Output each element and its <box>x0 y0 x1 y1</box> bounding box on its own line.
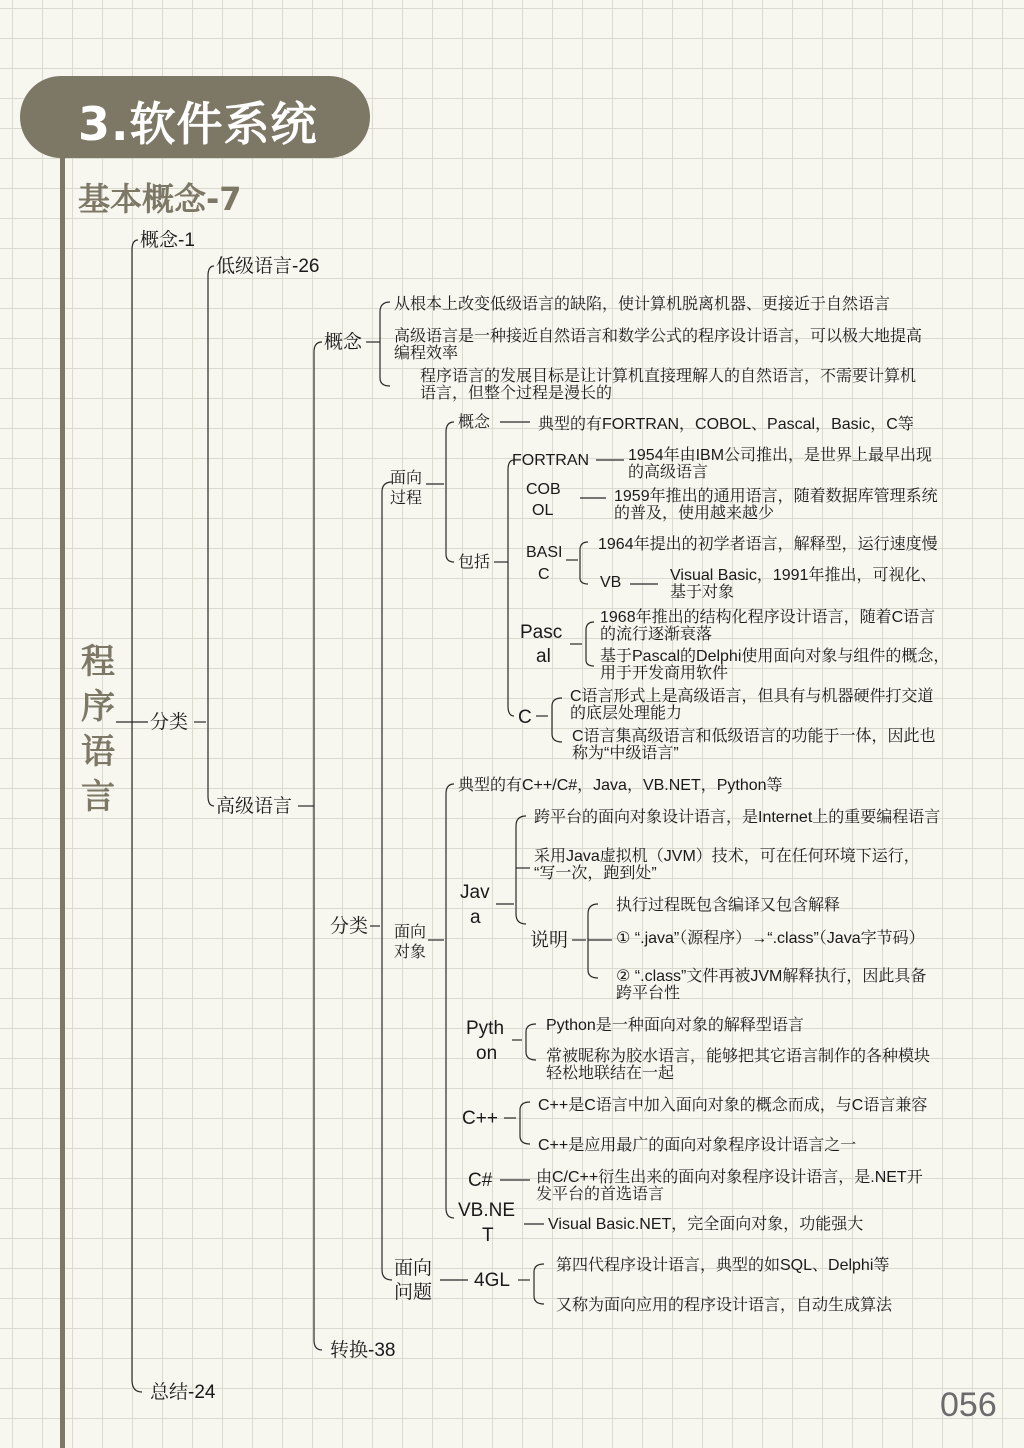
node-pascal: Pasc <box>520 622 563 643</box>
oo-typical-text: 典型的有C++/C#，Java，VB.NET，Python等 <box>458 777 783 794</box>
java-text: 跨平台的面向对象设计语言，是Internet上的重要编程语言 <box>534 809 941 826</box>
java-text-cont: “写一次，跑到处” <box>534 865 657 882</box>
python-text: Python是一种面向对象的解释型语言 <box>546 1017 804 1034</box>
node-cpp: C++ <box>462 1108 498 1129</box>
c-text: C语言形式上是高级语言，但具有与机器硬件打交道 <box>570 688 934 705</box>
node-concept-1: 概念-1 <box>140 230 195 251</box>
c-text-cont: 的底层处理能力 <box>570 705 683 722</box>
pascal-text: 1968年推出的结构化程序设计语言，随着C语言 <box>600 609 936 626</box>
node-pascal-cont: al <box>536 646 551 667</box>
node-basic: BASI <box>526 544 563 561</box>
node-conversion: 转换-38 <box>330 1340 396 1361</box>
node-basic-cont: C <box>538 566 550 583</box>
basic-text: 1964年提出的初学者语言，解释型，运行速度慢 <box>598 536 938 553</box>
vb-text-cont: 基于对象 <box>670 584 735 601</box>
java-text: 采用Java虚拟机（JVM）技术，可在任何环境下运行， <box>534 848 920 865</box>
node-java-cont: a <box>470 907 481 928</box>
proc-concept-text: 典型的有FORTRAN，COBOL、Pascal，Basic，C等 <box>538 416 914 433</box>
vbnet-text: Visual Basic.NET，完全面向对象，功能强大 <box>548 1216 864 1233</box>
node-vbnet-cont: T <box>482 1225 494 1246</box>
node-object-oriented: 面向 <box>394 924 427 941</box>
node-problem-oriented-cont: 问题 <box>394 1282 433 1303</box>
pascal-text-cont: 的流行逐渐衰落 <box>600 626 713 643</box>
fortran-text-cont: 的高级语言 <box>628 464 709 481</box>
node-hl-classify: 分类 <box>330 916 369 937</box>
page-number: 056 <box>940 1386 997 1424</box>
node-vb: VB <box>600 574 622 591</box>
hl-concept-item: 高级语言是一种接近自然语言和数学公式的程序设计语言，可以极大地提高 <box>394 328 923 345</box>
node-4gl: 4GL <box>474 1270 510 1291</box>
node-hl-concept: 概念 <box>324 332 363 353</box>
node-summary: 总结-24 <box>150 1382 216 1403</box>
c-text: C语言集高级语言和低级语言的功能于一体，因此也 <box>572 728 936 745</box>
node-fortran: FORTRAN <box>512 452 590 469</box>
python-text: 常被昵称为胶水语言，能够把其它语言制作的各种模块 <box>546 1048 931 1065</box>
hl-concept-item: 从根本上改变低级语言的缺陷，使计算机脱离机器、更接近于自然语言 <box>394 296 891 313</box>
python-text-cont: 轻松地联结在一起 <box>546 1065 675 1082</box>
cpp-text: C++是应用最广的面向对象程序设计语言之一 <box>538 1137 857 1154</box>
node-c: C <box>518 707 532 728</box>
c-text-cont: 称为“中级语言” <box>572 745 679 762</box>
node-python-cont: on <box>476 1043 498 1064</box>
node-python: Pyth <box>466 1018 505 1039</box>
node-procedural: 面向 <box>390 470 423 487</box>
node-vbnet: VB.NE <box>458 1200 516 1221</box>
cobol-text: 1959年推出的通用语言，随着数据库管理系统 <box>614 488 938 505</box>
java-explain-text: ② “.class”文件再被JVM解释执行，因此具备 <box>616 968 927 985</box>
fourgl-text: 第四代程序设计语言，典型的如SQL、Delphi等 <box>556 1257 890 1274</box>
hl-concept-item: 程序语言的发展目标是让计算机直接理解人的自然语言，不需要计算机 <box>420 368 917 385</box>
node-java: Jav <box>460 882 490 903</box>
section-subtitle: 基本概念-7 <box>78 180 242 218</box>
node-low-level-language: 低级语言-26 <box>216 256 320 277</box>
node-high-level-language: 高级语言 <box>216 796 293 817</box>
node-java-explain: 说明 <box>530 930 569 951</box>
java-explain-text: ① “.java”（源程序）→“.class”（Java字节码） <box>616 930 925 947</box>
fourgl-text: 又称为面向应用的程序设计语言，自动生成算法 <box>556 1297 893 1314</box>
vb-text: Visual Basic，1991年推出，可视化、 <box>670 567 937 584</box>
cpp-text: C++是C语言中加入面向对象的概念而成，与C语言兼容 <box>538 1097 928 1114</box>
fortran-text: 1954年由IBM公司推出，是世界上最早出现 <box>628 447 933 464</box>
node-problem-oriented: 面向 <box>394 1258 433 1279</box>
java-explain-text-cont: 跨平台性 <box>616 985 681 1002</box>
node-procedural-cont: 过程 <box>390 490 423 507</box>
node-csharp: C# <box>468 1170 493 1191</box>
csharp-text: 由C/C++衍生出来的面向对象程序设计语言，是.NET开 <box>536 1169 923 1186</box>
pascal-text: 基于Pascal的Delphi使用面向对象与组件的概念， <box>600 648 950 665</box>
java-explain-text: 执行过程既包含编译又包含解释 <box>616 897 841 914</box>
csharp-text-cont: 发平台的首选语言 <box>536 1186 665 1203</box>
cobol-text-cont: 的普及，使用越来越少 <box>614 505 775 522</box>
hl-concept-item-cont: 编程效率 <box>394 345 459 362</box>
node-proc-include: 包括 <box>458 554 491 571</box>
node-classify: 分类 <box>150 712 189 733</box>
node-cobol: COB <box>526 481 561 498</box>
page-title: 3.软件系统 <box>78 97 318 151</box>
node-cobol-cont: OL <box>532 502 554 519</box>
hl-concept-item-cont: 语言，但整个过程是漫长的 <box>420 385 613 402</box>
node-object-oriented-cont: 对象 <box>394 944 427 961</box>
node-proc-concept: 概念 <box>458 414 491 431</box>
topic-label: 程序语言 <box>81 642 115 817</box>
pascal-text-cont: 用于开发商用软件 <box>600 665 729 682</box>
